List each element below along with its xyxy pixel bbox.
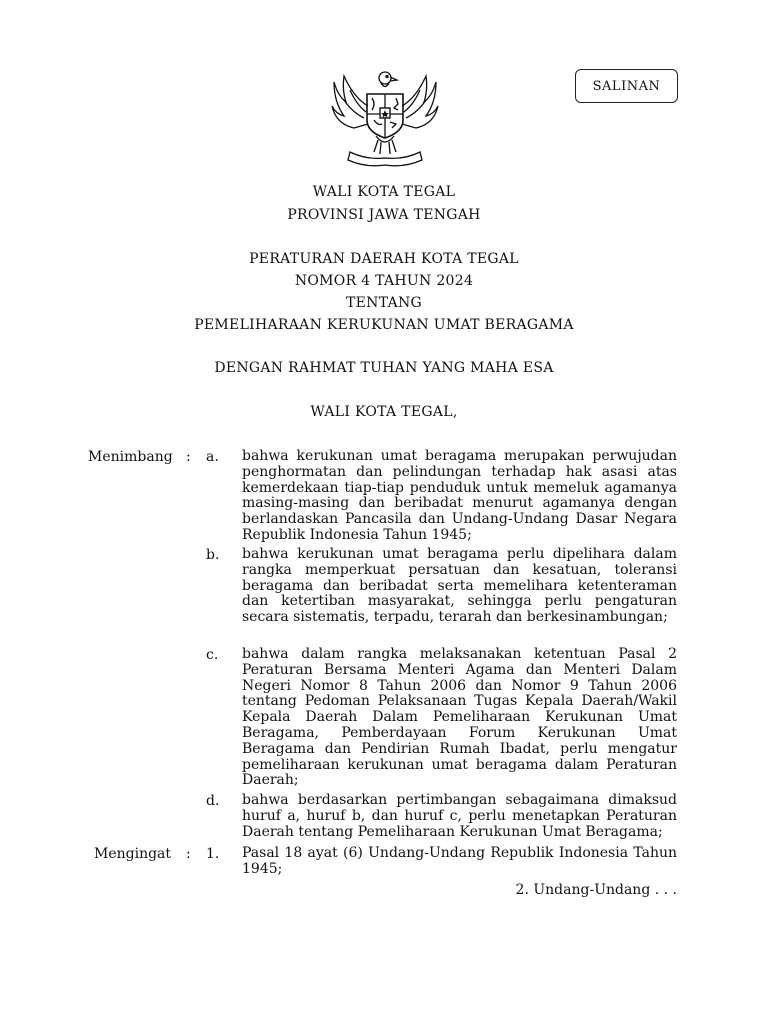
mengingat-label: Mengingat xyxy=(94,846,172,862)
menimbang-colon: : xyxy=(186,449,191,465)
invocation-line: DENGAN RAHMAT TUHAN YANG MAHA ESA xyxy=(214,360,554,376)
consideration-c-text: bahwa dalam rangka melaksanakan ketentuan Pasal 2 Peraturan Bersama Menteri Agama dan Menteri Dalam Negeri Nomor 8 Tahun 2006 dan Nomor 9 Tahun 2006 tentang Pedoman Pelaksanaan Tugas Kepala Daerah/Wakil Kepala Daerah Dalam Pemeliharaan Kerukunan Umat Beragama, Pemberdayaan Forum Kerukunan Umat Beragama dan Pendirian Rumah Ibadat, perlu mengatur pemeliharaan kerukunan umat beragama dalam Peraturan Daerah; xyxy=(242,646,677,789)
menimbang-label: Menimbang xyxy=(88,449,173,465)
legal-basis-1-text: Pasal 18 ayat (6) Undang-Undang Republik Indonesia Tahun 1945; xyxy=(242,845,677,877)
consideration-d-text: bahwa berdasarkan pertimbangan sebagaimana dimaksud huruf a, huruf b, dan huruf c, perlu menetapkan Peraturan Daerah tentang Pemeliharaan Kerukunan Umat Beragama; xyxy=(242,792,677,840)
regulation-subject: PEMELIHARAAN KERUKUNAN UMAT BERAGAMA xyxy=(194,317,574,333)
legal-basis-1-marker: 1. xyxy=(206,846,220,862)
consideration-d-marker: d. xyxy=(206,793,220,809)
consideration-a-marker: a. xyxy=(206,449,219,465)
issuer-heading: WALI KOTA TEGAL xyxy=(312,184,456,200)
consideration-b-text: bahwa kerukunan umat beragama perlu dipelihara dalam rangka memperkuat persatuan dan kesatuan, toleransi beragama dan beribadat serta memelihara ketenteraman dan ketertiban masyarakat, sehingga perlu pengaturan secara sistematis, terpadu, terarah dan berkesinambungan; xyxy=(242,546,677,626)
mengingat-colon: : xyxy=(186,846,191,862)
continuation-catchword: 2. Undang-Undang . . . xyxy=(515,882,677,898)
consideration-b-marker: b. xyxy=(206,547,220,563)
province-heading: PROVINSI JAWA TENGAH xyxy=(287,207,481,223)
consideration-a-text: bahwa kerukunan umat beragama merupakan perwujudan penghormatan dan pelindungan terhadap hak asasi atas kemerdekaan tiap-tiap penduduk untuk memeluk agamanya masing-masing dan beribadat menurut agamanya dengan berlandaskan Pancasila dan Undang-Undang Dasar Negara Republik Indonesia Tahun 1945; xyxy=(242,448,677,543)
salinan-stamp: SALINAN xyxy=(575,69,678,103)
authority-line: WALI KOTA TEGAL, xyxy=(310,404,458,420)
consideration-c-marker: c. xyxy=(206,647,219,663)
garuda-emblem-icon xyxy=(326,68,444,170)
regulation-title: PERATURAN DAERAH KOTA TEGAL xyxy=(249,251,519,267)
about-heading: TENTANG xyxy=(345,295,423,311)
regulation-number: NOMOR 4 TAHUN 2024 xyxy=(294,273,474,289)
